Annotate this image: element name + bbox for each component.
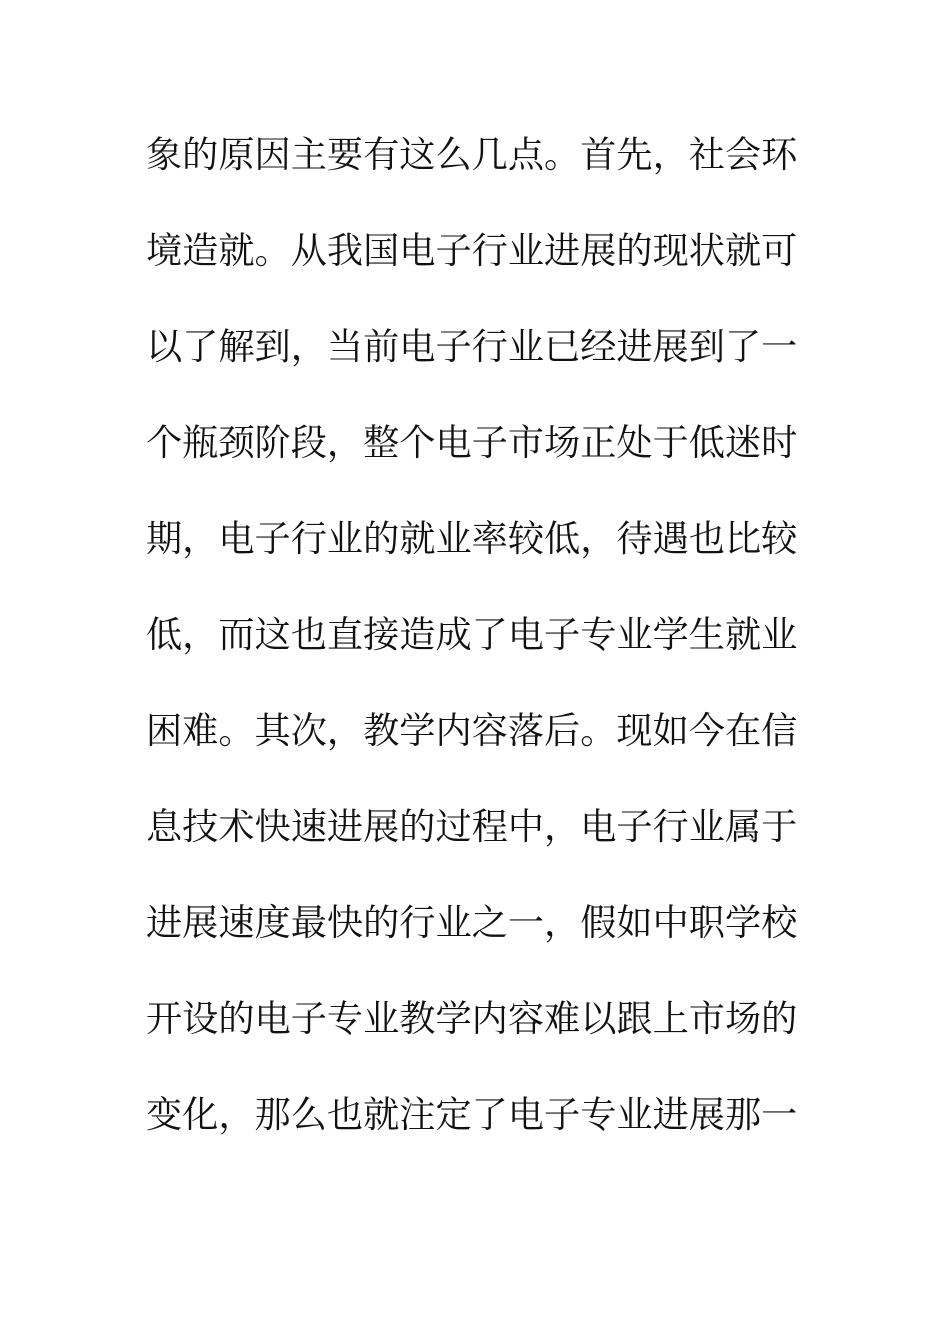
text-line-3: 以了解到，当前电子行业已经进展到了一 xyxy=(146,325,798,368)
text-line-2: 境造就。从我国电子行业进展的现状就可 xyxy=(146,229,798,272)
body-paragraph xyxy=(146,124,816,1180)
text-line-1: 象的原因主要有这么几点。首先，社会环 xyxy=(146,133,798,176)
text-line-11: 变化，那么也就注定了电子专业进展那一 xyxy=(146,1093,798,1136)
text-line-7: 困难。其次，教学内容落后。现如今在信 xyxy=(146,709,798,752)
text-line-8: 息技术快速进展的过程中，电子行业属于 xyxy=(146,805,798,848)
text-line-9: 进展速度最快的行业之一，假如中职学校 xyxy=(146,901,798,944)
text-line-6: 低，而这也直接造成了电子专业学生就业 xyxy=(146,613,798,656)
text-line-5: 期，电子行业的就业率较低，待遇也比较 xyxy=(146,517,798,560)
text-line-4: 个瓶颈阶段，整个电子市场正处于低迷时 xyxy=(146,421,798,464)
text-line-10: 开设的电子专业教学内容难以跟上市场的 xyxy=(146,997,798,1040)
